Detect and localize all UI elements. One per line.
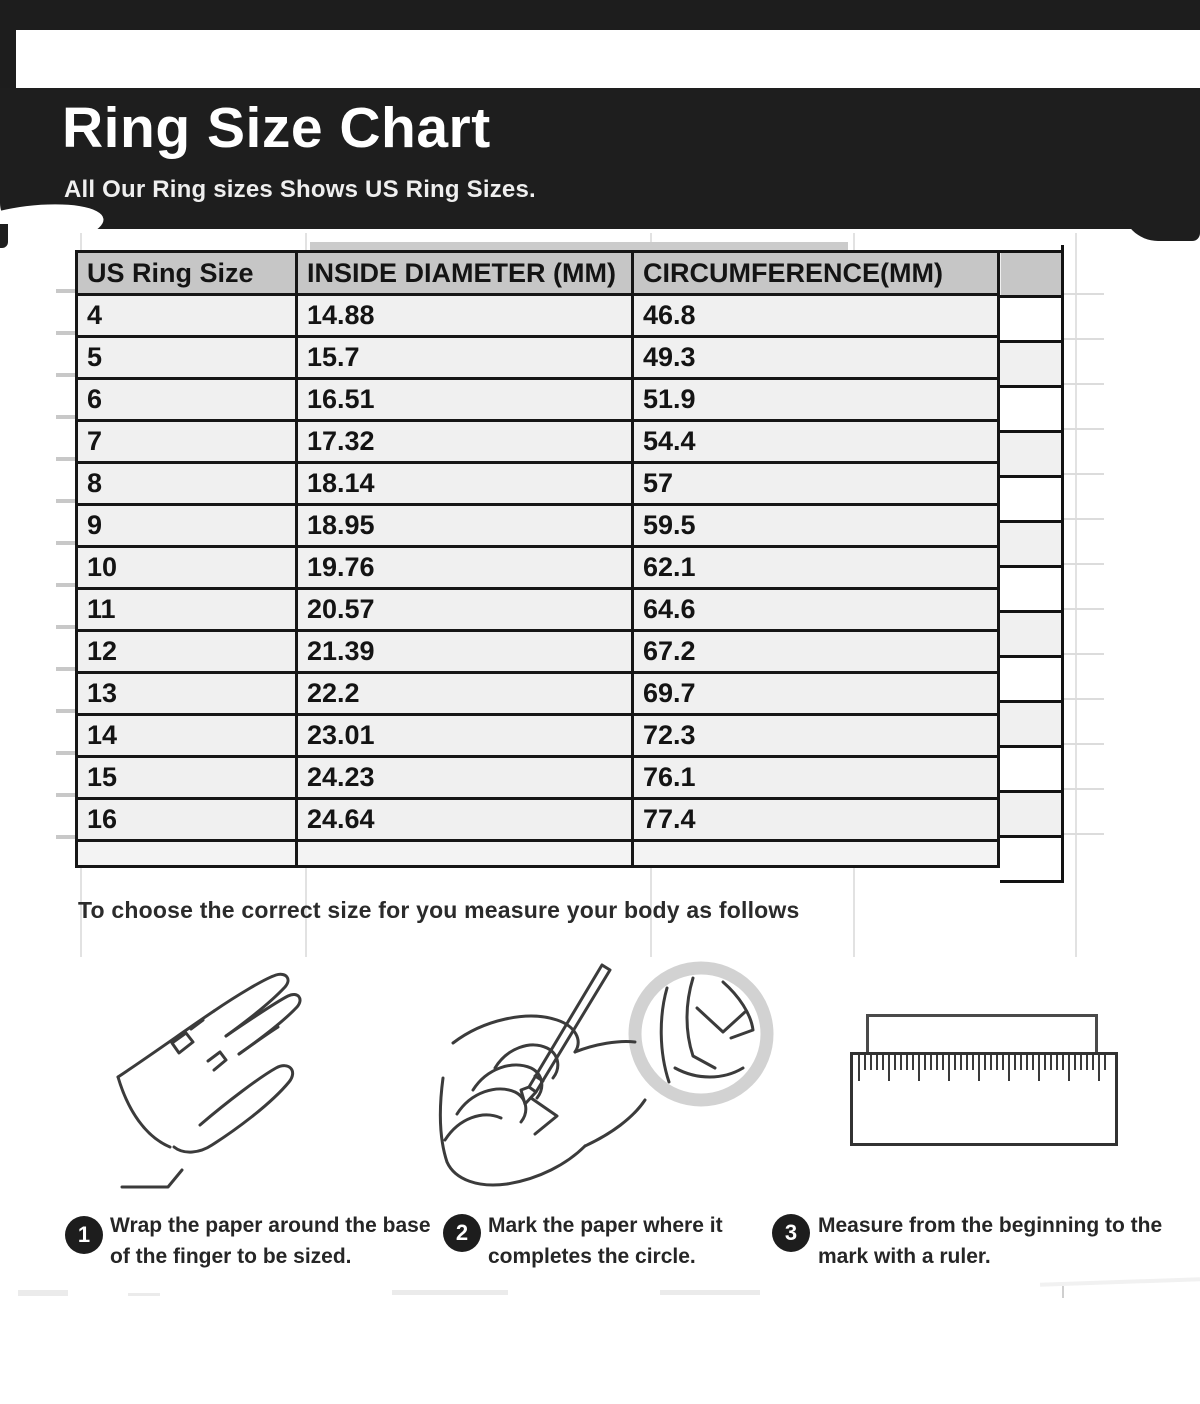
table-row [77,673,999,715]
cell-circumference: 57 [633,463,999,505]
table-row [77,421,999,463]
mark-paper-with-pencil-icon [435,948,805,1203]
table-row [77,337,999,379]
cell-size: 10 [77,547,297,589]
table-row [77,589,999,631]
cell-diameter: 23.01 [297,715,633,757]
smudge-decoration [1040,1277,1200,1287]
cell-circumference: 62.1 [633,547,999,589]
cell-diameter: 22.2 [297,673,633,715]
column-header-us-ring-size: US Ring Size [77,252,297,295]
cell-size: 15 [77,757,297,799]
cell-diameter: 15.7 [297,337,633,379]
step-3-badge: 3 [772,1214,810,1252]
cell-diameter: 18.14 [297,463,633,505]
cell-size: 16 [77,799,297,841]
cell-size: 8 [77,463,297,505]
band-right-decoration [1122,205,1200,241]
band-left-tail-decoration [0,224,8,248]
step-2-text: Mark the paper where it completes the circle. [488,1214,723,1268]
offset-column-border [1061,245,1064,883]
cell-size: 14 [77,715,297,757]
column-header-circumference: CIRCUMFERENCE(MM) [633,252,999,295]
table-row [77,295,999,337]
cell-circumference: 46.8 [633,295,999,337]
smudge-decoration [392,1290,508,1295]
smudge-decoration [18,1290,68,1296]
ruler-measure-icon [850,1052,1118,1146]
table-header-row [77,252,999,295]
cell-circumference: 54.4 [633,421,999,463]
smudge-decoration [128,1293,160,1296]
cell-diameter: 17.32 [297,421,633,463]
cell-size: 11 [77,589,297,631]
cell-diameter: 24.23 [297,757,633,799]
table-row [77,799,999,841]
table-row [77,379,999,421]
page-subtitle: All Our Ring sizes Shows US Ring Sizes. [64,176,536,203]
cell-diameter: 24.64 [297,799,633,841]
top-black-bar [0,0,1200,30]
cell-circumference: 77.4 [633,799,999,841]
cell-circumference: 67.2 [633,631,999,673]
table-row [77,547,999,589]
step-3-text: Measure from the beginning to the mark with a ruler. [818,1214,1163,1268]
cell-size: 6 [77,379,297,421]
cell-circumference: 69.7 [633,673,999,715]
offset-spreadsheet-column [1000,250,1063,883]
cell-diameter: 21.39 [297,631,633,673]
grid-dashes-right [1064,293,1104,835]
cell-circumference: 76.1 [633,757,999,799]
cell-circumference: 72.3 [633,715,999,757]
cell-size: 13 [77,673,297,715]
cell-circumference: 59.5 [633,505,999,547]
magnifier-ring [635,968,767,1100]
smudge-decoration [1062,1286,1064,1298]
table-row [77,715,999,757]
column-header-inside-diameter: INSIDE DIAMETER (MM) [297,252,633,295]
cell-size: 4 [77,295,297,337]
cell-size: 5 [77,337,297,379]
cell-size: 12 [77,631,297,673]
hand-with-paper-strip-icon [112,965,357,1200]
ring-size-table [75,250,1000,868]
grid-dashes-left [56,289,76,851]
table-empty-row [77,841,999,867]
step-1-text: Wrap the paper around the base of the finger to be sized. [110,1214,431,1268]
cell-diameter: 19.76 [297,547,633,589]
table-row [77,463,999,505]
table-row [77,757,999,799]
cell-size: 7 [77,421,297,463]
table-row [77,631,999,673]
cell-diameter: 18.95 [297,505,633,547]
ruler-ticks-large [858,1055,1110,1081]
cell-diameter: 16.51 [297,379,633,421]
page-title: Ring Size Chart [62,96,491,160]
cell-size: 9 [77,505,297,547]
offset-column-header-cell [1001,253,1062,295]
step-1-badge: 1 [65,1216,103,1254]
cell-diameter: 20.57 [297,589,633,631]
table-row [77,505,999,547]
left-black-edge [0,0,16,92]
cell-circumference: 49.3 [633,337,999,379]
cell-diameter: 14.88 [297,295,633,337]
smudge-decoration [660,1290,760,1295]
step-2-badge: 2 [443,1214,481,1252]
cell-circumference: 64.6 [633,589,999,631]
howto-heading: To choose the correct size for you measure your body as follows [78,897,800,923]
cell-circumference: 51.9 [633,379,999,421]
